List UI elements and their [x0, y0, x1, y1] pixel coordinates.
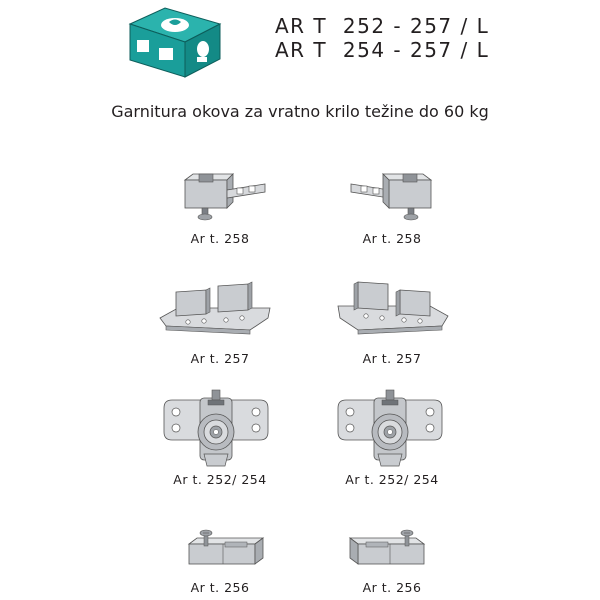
caption-art-258-left: Ar t. 258 [190, 231, 250, 246]
teal-box-logo-icon [125, 2, 225, 82]
end-stop-block-icon [342, 528, 430, 572]
caption-art-252-254-left: Ar t. 252/ 254 [173, 472, 267, 487]
article-code-2: AR T 254 - 257 / L [275, 38, 490, 62]
roller-carriage-icon [160, 388, 272, 470]
caption-art-258-right: Ar t. 258 [362, 231, 422, 246]
roller-carriage-icon [334, 388, 446, 470]
page-subtitle: Garnitura okova za vratno krilo težine do 60 kg [111, 102, 489, 121]
caption-art-257-left: Ar t. 257 [190, 351, 250, 366]
caption-art-256-left: Ar t. 256 [190, 580, 250, 595]
clamp-bracket-icon [175, 170, 270, 225]
caption-art-252-254-right: Ar t. 252/ 254 [345, 472, 439, 487]
mounting-plate-icon [158, 280, 278, 335]
clamp-bracket-icon [346, 170, 441, 225]
caption-art-256-right: Ar t. 256 [362, 580, 422, 595]
caption-art-257-right: Ar t. 257 [362, 351, 422, 366]
mounting-plate-icon [330, 278, 450, 335]
article-code-1: AR T 252 - 257 / L [275, 14, 490, 38]
end-stop-block-icon [183, 528, 271, 572]
